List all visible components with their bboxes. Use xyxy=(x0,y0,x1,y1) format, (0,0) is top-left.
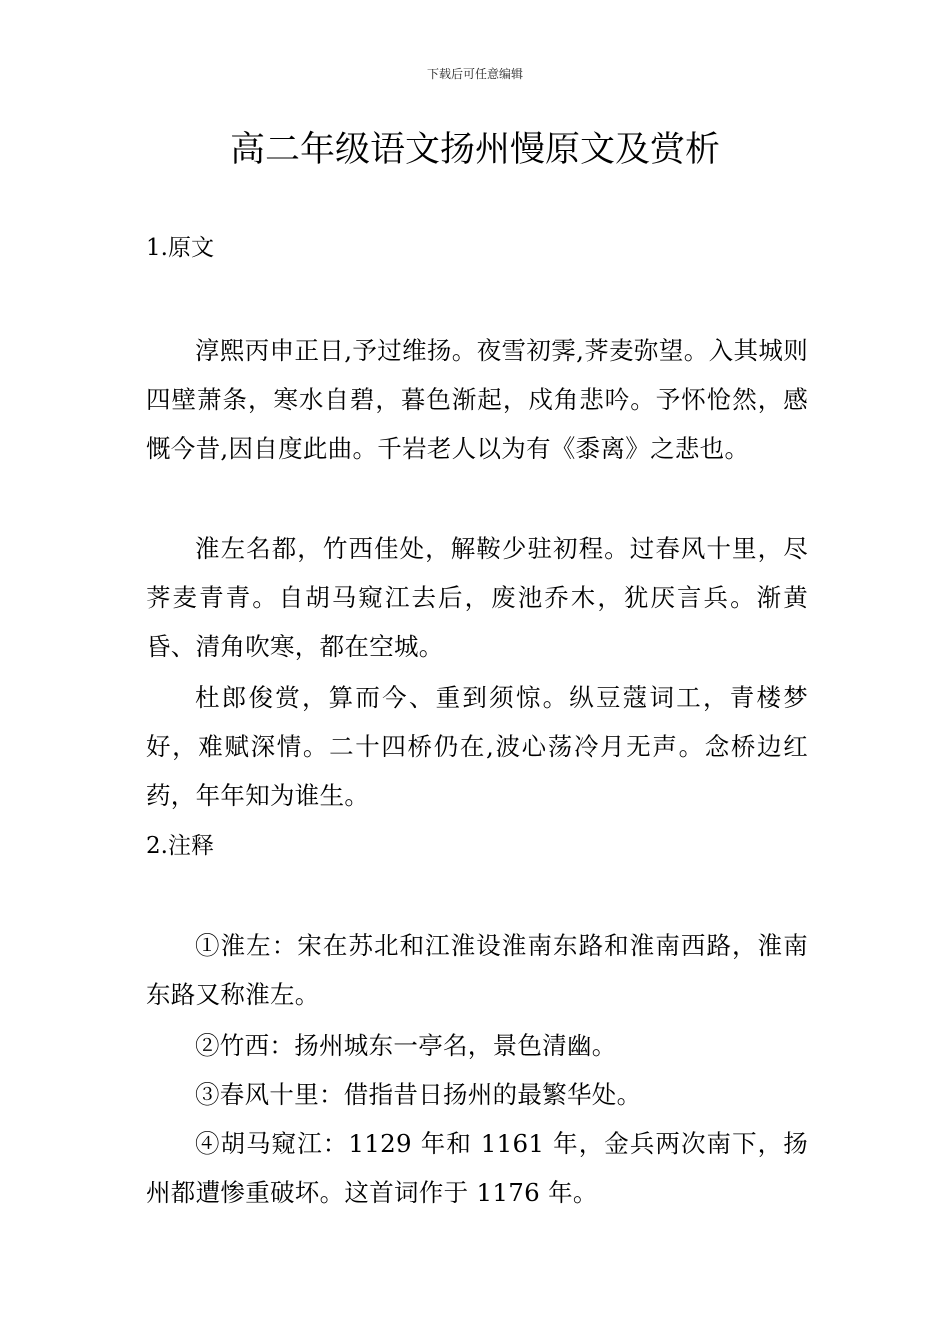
section-heading-notes: 2.注释 xyxy=(146,833,214,859)
note-item-1: ①淮左：宋在苏北和江淮设淮南东路和淮南西路，淮南东路又称淮左。 xyxy=(146,931,808,1009)
note-item-2: ②竹西：扬州城东一亭名，景色清幽。 xyxy=(195,1031,617,1060)
original-verse-paragraph-1: 淮左名都，竹西佳处，解鞍少驻初程。过春风十里，尽荠麦青青。自胡马窥江去后，废池乔木，犹厌言兵。渐黄昏、清角吹寒，都在空城。 xyxy=(146,534,808,661)
header-note: 下载后可任意编辑 xyxy=(426,67,523,81)
note-item-3: ③春风十里：借指昔日扬州的最繁华处。 xyxy=(195,1080,642,1109)
section-heading-original: 1.原文 xyxy=(146,235,214,261)
original-verse-paragraph-2: 杜郎俊赏，算而今、重到须惊。纵豆蔻词工，青楼梦好，难赋深情。二十四桥仍在,波心荡冷月无声。念桥边红药，年年知为谁生。 xyxy=(146,683,808,810)
document-title: 高二年级语文扬州慢原文及赏析 xyxy=(229,130,720,170)
original-preface-paragraph: 淳熙丙申正日,予过维扬。夜雪初霁,荠麦弥望。入其城则四壁萧条，寒水自碧，暮色渐起，戍角悲吟。予怀怆然，感慨今昔,因自度此曲。千岩老人以为有《黍离》之悲也。 xyxy=(146,336,808,463)
note-item-4: ④胡马窥江：1129 年和 1161 年，金兵两次南下，扬州都遭惨重破坏。这首词作于 1176 年。 xyxy=(146,1129,808,1207)
